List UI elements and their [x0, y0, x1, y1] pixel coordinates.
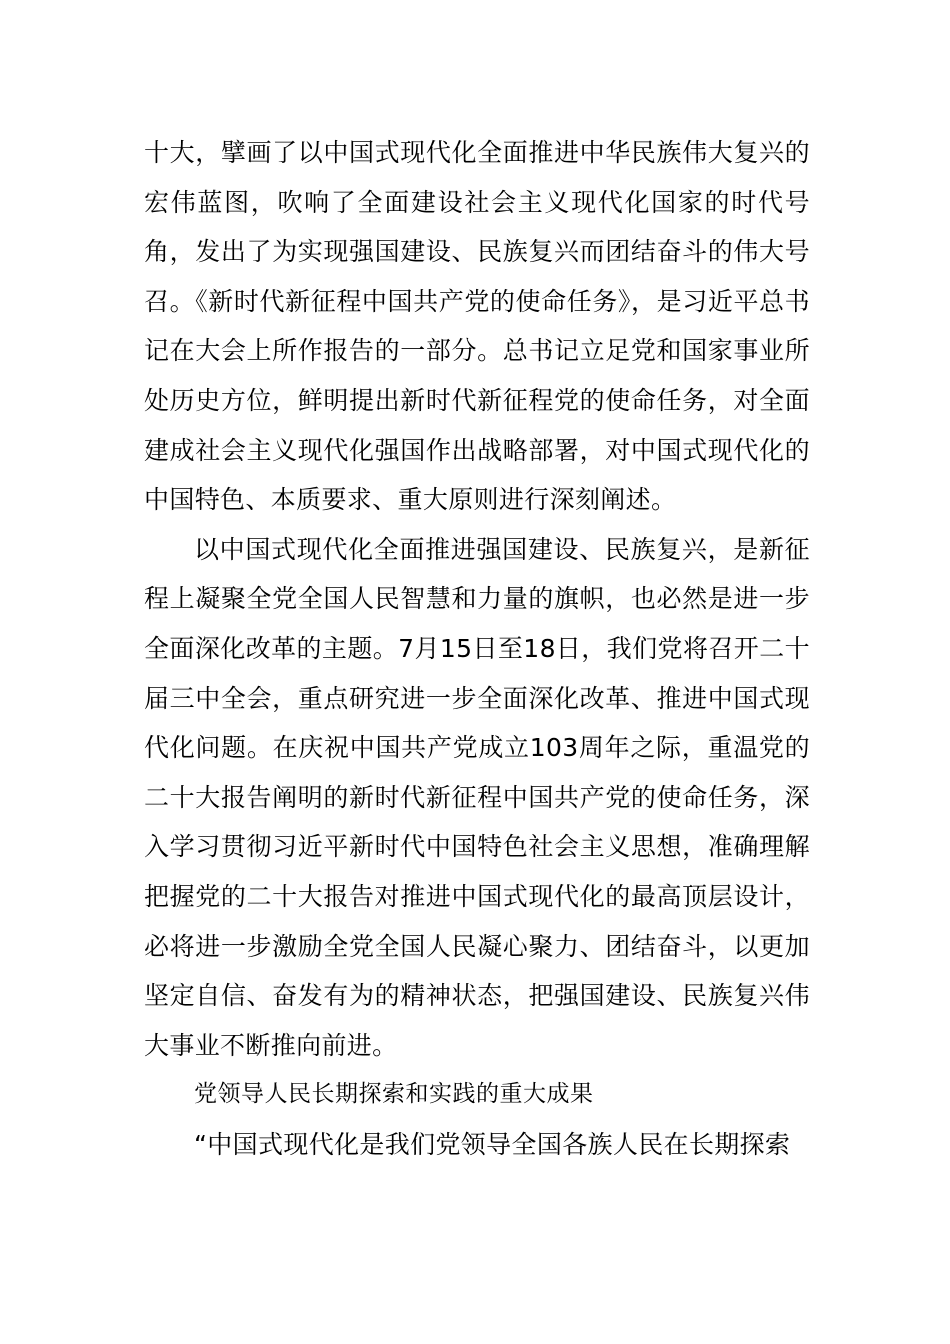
paragraph-continuation: 十大，擘画了以中国式现代化全面推进中华民族伟大复兴的宏伟蓝图，吹响了全面建设社会主义现代化国家的时代号角，发出了为实现强国建设、民族复兴而团结奋斗的伟大号召。《新时代新征程中国共产党的使命任务》，是习近平总书记在大会上所作报告的一部分。总书记立足党和国家事业所处历史方位，鲜明提出新时代新征程党的使命任务，对全面建成社会主义现代化强国作出战略部署，对中国式现代化的中国特色、本质要求、重大原则进行深刻阐述。	[144, 138, 810, 515]
section-heading: 党领导人民长期探索和实践的重大成果	[194, 1081, 594, 1108]
paragraph-reform-theme: 以中国式现代化全面推进强国建设、民族复兴，是新征程上凝聚全党全国人民智慧和力量的旗帜，也必然是进一步全面深化改革的主题。7月15日至18日，我们党将召开二十届三中全会，重点研究进一步全面深化改革、推进中国式现代化问题。在庆祝中国共产党成立103周年之际，重温党的二十大报告阐明的新时代新征程中国共产党的使命任务，深入学习贯彻习近平新时代中国特色社会主义思想，准确理解把握党的二十大报告对推进中国式现代化的最高顶层设计，必将进一步激励全党全国人民凝心聚力、团结奋斗，以更加坚定自信、奋发有为的精神状态，把强国建设、民族复兴伟大事业不断推向前进。	[144, 534, 810, 1060]
document-body	[144, 128, 810, 1169]
paragraph-quote-start: “中国式现代化是我们党领导全国各族人民在长期探索	[194, 1129, 791, 1159]
